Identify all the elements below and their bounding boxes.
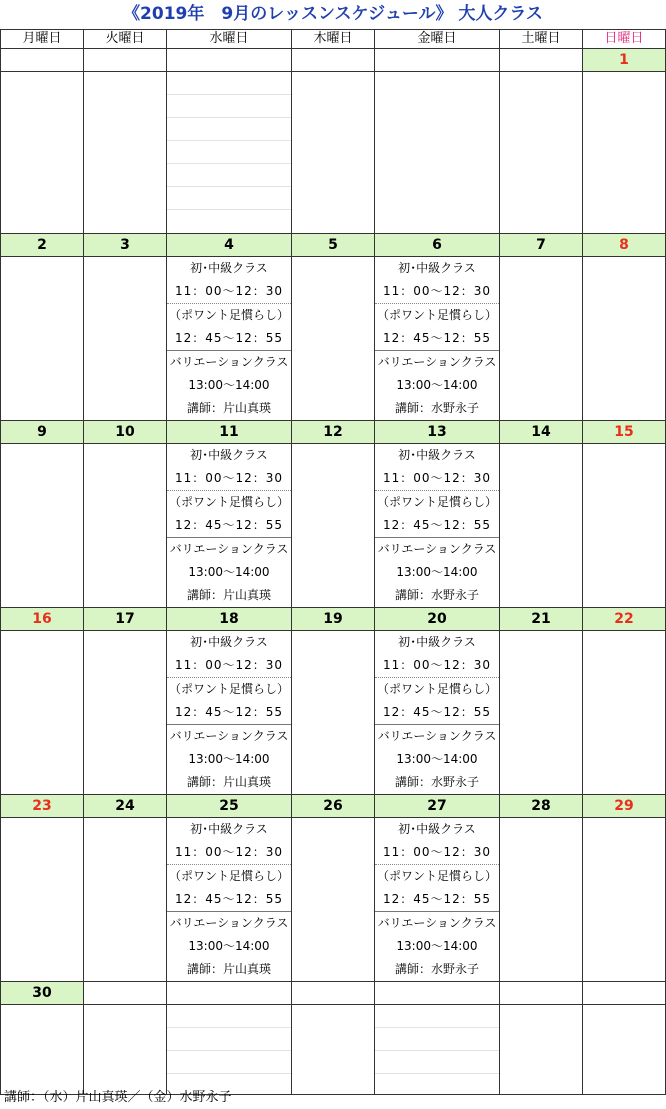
lesson-time: 11：00～12：30 — [375, 280, 499, 304]
lesson-note: （ポワント足慣らし） — [376, 682, 497, 696]
lesson-row-week6 — [1, 1005, 666, 1095]
date-cell: 7 — [500, 234, 583, 257]
date-cell: 4 — [167, 234, 292, 257]
date-cell — [375, 982, 500, 1005]
empty-cell — [583, 72, 666, 234]
date-cell — [84, 982, 167, 1005]
lesson-block-wed — [167, 257, 292, 421]
weekday-sun: 日曜日 — [583, 30, 666, 49]
lesson-time: 11：00～12：30 — [375, 467, 499, 491]
lesson-time: 12：45～12：55 — [167, 701, 291, 725]
empty-cell — [292, 818, 375, 982]
date-cell: 28 — [500, 795, 583, 818]
empty-cell — [500, 257, 583, 421]
date-cell: 15 — [583, 421, 666, 444]
date-cell: 14 — [500, 421, 583, 444]
date-cell: 22 — [583, 608, 666, 631]
lesson-class-name: 初･中級クラス — [398, 635, 476, 649]
lesson-note: （ポワント足慣らし） — [168, 869, 289, 883]
date-cell — [167, 49, 292, 72]
lesson-teacher: 講師：水野永子 — [394, 588, 479, 602]
lesson-class-name: 初･中級クラス — [398, 261, 476, 275]
empty-cell — [84, 257, 167, 421]
lesson-block-wed — [167, 818, 292, 982]
empty-cell — [500, 1005, 583, 1095]
lesson-time: 13:00～14:00 — [396, 939, 478, 953]
date-cell: 6 — [375, 234, 500, 257]
date-cell: 17 — [84, 608, 167, 631]
empty-cell — [1, 72, 84, 234]
date-cell: 2 — [1, 234, 84, 257]
lesson-time: 12：45～12：55 — [167, 514, 291, 538]
teacher-footer-note: 講師：（水）片山真瑛／（金）水野永子 — [4, 1090, 232, 1105]
lesson-class-name: バリエーションクラス — [169, 729, 289, 743]
schedule-calendar — [0, 29, 666, 1095]
lesson-block-fri — [375, 818, 500, 982]
lesson-time: 12：45～12：55 — [167, 327, 291, 351]
empty-cell — [583, 631, 666, 795]
lesson-note: （ポワント足慣らし） — [168, 495, 289, 509]
lesson-teacher: 講師：水野永子 — [394, 962, 479, 976]
lesson-time: 12：45～12：55 — [375, 514, 499, 538]
lesson-time: 13:00～14:00 — [188, 565, 270, 579]
lesson-note: （ポワント足慣らし） — [376, 308, 497, 322]
empty-cell — [84, 72, 167, 234]
lesson-class-name: バリエーションクラス — [377, 729, 497, 743]
date-cell — [500, 49, 583, 72]
weekday-fri: 金曜日 — [375, 30, 500, 49]
weekday-header-row — [1, 30, 666, 49]
lesson-class-name: 初･中級クラス — [398, 822, 476, 836]
empty-cell — [84, 1005, 167, 1095]
lesson-time: 12：45～12：55 — [375, 888, 499, 912]
lesson-note: （ポワント足慣らし） — [376, 495, 497, 509]
empty-cell — [84, 631, 167, 795]
weekday-thu: 木曜日 — [292, 30, 375, 49]
empty-cell — [375, 1005, 500, 1095]
lesson-teacher: 講師：水野永子 — [394, 775, 479, 789]
date-row-week2 — [1, 234, 666, 257]
empty-cell — [1, 444, 84, 608]
date-cell: 20 — [375, 608, 500, 631]
lesson-note: （ポワント足慣らし） — [376, 869, 497, 883]
empty-cell — [167, 1005, 292, 1095]
lesson-time: 11：00～12：30 — [167, 467, 291, 491]
date-cell: 26 — [292, 795, 375, 818]
lesson-block-fri — [375, 257, 500, 421]
date-cell: 16 — [1, 608, 84, 631]
date-cell: 3 — [84, 234, 167, 257]
lesson-teacher: 講師：片山真瑛 — [186, 775, 271, 789]
empty-cell — [583, 444, 666, 608]
lesson-note: （ポワント足慣らし） — [168, 682, 289, 696]
date-row-week3 — [1, 421, 666, 444]
date-cell: 1 — [583, 49, 666, 72]
date-row-week5 — [1, 795, 666, 818]
empty-cell — [583, 1005, 666, 1095]
date-cell: 23 — [1, 795, 84, 818]
date-cell: 9 — [1, 421, 84, 444]
empty-cell — [1, 1005, 84, 1095]
lesson-class-name: 初･中級クラス — [190, 261, 268, 275]
lesson-teacher: 講師：片山真瑛 — [186, 588, 271, 602]
lesson-class-name: 初･中級クラス — [190, 635, 268, 649]
lesson-block-wed — [167, 631, 292, 795]
page-title: 《2019年 9月のレッスンスケジュール》 大人クラス — [123, 4, 543, 24]
lesson-time: 12：45～12：55 — [375, 327, 499, 351]
lesson-row-week4 — [1, 631, 666, 795]
empty-cell — [292, 444, 375, 608]
lesson-teacher: 講師：水野永子 — [394, 401, 479, 415]
lesson-time: 11：00～12：30 — [167, 280, 291, 304]
lesson-teacher: 講師：片山真瑛 — [186, 962, 271, 976]
date-row-week4 — [1, 608, 666, 631]
empty-cell — [292, 1005, 375, 1095]
lesson-time: 12：45～12：55 — [375, 701, 499, 725]
empty-cell — [84, 444, 167, 608]
lesson-row-week2 — [1, 257, 666, 421]
date-cell: 24 — [84, 795, 167, 818]
empty-cell — [500, 444, 583, 608]
lesson-class-name: バリエーションクラス — [377, 355, 497, 369]
date-cell: 13 — [375, 421, 500, 444]
lesson-note: （ポワント足慣らし） — [168, 308, 289, 322]
date-cell: 25 — [167, 795, 292, 818]
lesson-block-fri — [375, 444, 500, 608]
lesson-class-name: バリエーションクラス — [169, 355, 289, 369]
lesson-time: 13:00～14:00 — [396, 752, 478, 766]
date-cell: 29 — [583, 795, 666, 818]
empty-cell — [1, 631, 84, 795]
weekday-sat: 土曜日 — [500, 30, 583, 49]
date-cell — [292, 982, 375, 1005]
empty-cell — [583, 257, 666, 421]
lesson-row-week1 — [1, 72, 666, 234]
lesson-block-wed — [167, 444, 292, 608]
lesson-time: 13:00～14:00 — [188, 939, 270, 953]
date-cell: 30 — [1, 982, 84, 1005]
empty-cell — [167, 72, 292, 234]
date-cell: 5 — [292, 234, 375, 257]
lesson-time: 13:00～14:00 — [396, 565, 478, 579]
empty-cell — [292, 257, 375, 421]
date-cell: 27 — [375, 795, 500, 818]
weekday-wed: 水曜日 — [167, 30, 292, 49]
lesson-time: 11：00～12：30 — [167, 841, 291, 865]
lesson-time: 11：00～12：30 — [375, 654, 499, 678]
empty-cell — [1, 257, 84, 421]
lesson-class-name: 初･中級クラス — [190, 822, 268, 836]
lesson-class-name: バリエーションクラス — [377, 542, 497, 556]
empty-cell — [292, 631, 375, 795]
date-cell: 18 — [167, 608, 292, 631]
lesson-block-fri — [375, 631, 500, 795]
empty-cell — [500, 72, 583, 234]
date-cell: 10 — [84, 421, 167, 444]
lesson-time: 13:00～14:00 — [188, 378, 270, 392]
date-cell — [1, 49, 84, 72]
empty-cell — [500, 818, 583, 982]
date-cell: 21 — [500, 608, 583, 631]
date-cell — [375, 49, 500, 72]
empty-cell — [292, 72, 375, 234]
date-cell: 8 — [583, 234, 666, 257]
date-cell — [167, 982, 292, 1005]
date-cell — [84, 49, 167, 72]
empty-cell — [583, 818, 666, 982]
empty-cell — [375, 72, 500, 234]
weekday-tue: 火曜日 — [84, 30, 167, 49]
lesson-class-name: 初･中級クラス — [190, 448, 268, 462]
date-row-week1 — [1, 49, 666, 72]
lesson-time: 11：00～12：30 — [167, 654, 291, 678]
empty-cell — [1, 818, 84, 982]
date-cell: 11 — [167, 421, 292, 444]
date-row-week6 — [1, 982, 666, 1005]
lesson-teacher: 講師：片山真瑛 — [186, 401, 271, 415]
lesson-class-name: 初･中級クラス — [398, 448, 476, 462]
date-cell: 19 — [292, 608, 375, 631]
weekday-mon: 月曜日 — [1, 30, 84, 49]
lesson-class-name: バリエーションクラス — [169, 542, 289, 556]
empty-cell — [500, 631, 583, 795]
date-cell — [292, 49, 375, 72]
lesson-time: 12：45～12：55 — [167, 888, 291, 912]
lesson-time: 13:00～14:00 — [188, 752, 270, 766]
lesson-row-week5 — [1, 818, 666, 982]
date-cell: 12 — [292, 421, 375, 444]
lesson-class-name: バリエーションクラス — [169, 916, 289, 930]
lesson-class-name: バリエーションクラス — [377, 916, 497, 930]
lesson-time: 13:00～14:00 — [396, 378, 478, 392]
date-cell — [583, 982, 666, 1005]
lesson-time: 11：00～12：30 — [375, 841, 499, 865]
lesson-row-week3 — [1, 444, 666, 608]
date-cell — [500, 982, 583, 1005]
empty-cell — [84, 818, 167, 982]
